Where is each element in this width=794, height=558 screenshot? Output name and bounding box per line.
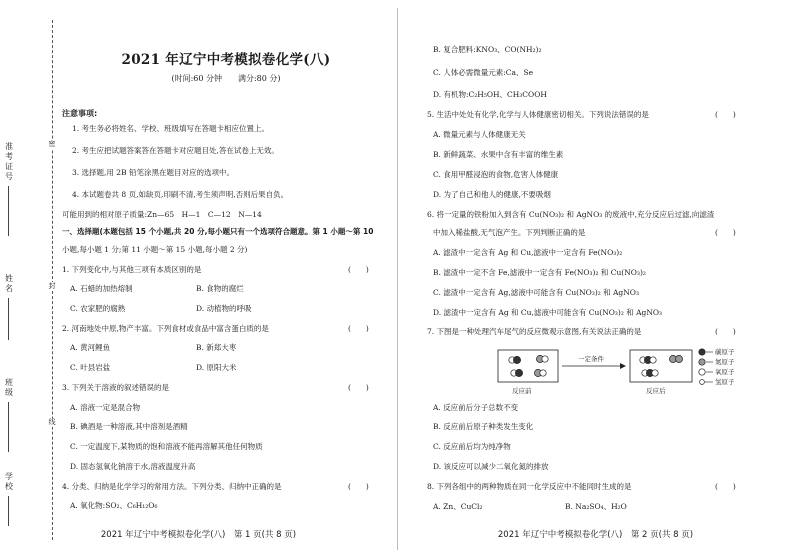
question-4-stem: 4. 分类、归纳是化学学习的常用方法。下列分类、归纳中正确的是 — [62, 482, 282, 491]
before-label: 反应前 — [512, 387, 532, 395]
option-a[interactable]: A. 黄河鲤鱼 — [70, 343, 111, 352]
exam-subtitle: (时间:60 分钟 满分:80 分) — [171, 74, 281, 83]
school-line[interactable] — [8, 496, 9, 526]
option-d[interactable]: D. 为了自己和他人的健康,不要吸烟 — [433, 190, 551, 199]
before-molecules — [509, 355, 548, 376]
answer-blank[interactable]: ( ) — [348, 383, 369, 392]
legend-carbon: 碳原子 — [715, 348, 735, 356]
question-5-stem: 5. 生活中处处有化学,化学与人体健康密切相关。下列说法错误的是 — [427, 110, 649, 119]
answer-blank[interactable]: ( ) — [715, 482, 736, 491]
answer-blank[interactable]: ( ) — [715, 327, 736, 336]
legend-carbon-symbol — [699, 349, 705, 355]
question-7-stem: 7. 下图是一种处理汽车尾气的反应微观示意图,有关说法正确的是 — [427, 327, 642, 336]
legend-oxygen-symbol — [699, 369, 705, 375]
question-8-stem: 8. 下列各组中的两种物质在同一化学反应中不能同时生成的是 — [427, 482, 632, 491]
question-3-stem: 3. 下列关于溶液的叙述错误的是 — [62, 383, 170, 392]
legend-nitrogen: 氮原子 — [715, 358, 735, 366]
option-b[interactable]: B. 滤渣中一定不含 Fe,滤液中一定含有 Fe(NO₃)₂ 和 Cu(NO₃)₂ — [433, 268, 646, 277]
question-1-stem: 1. 下列变化中,与其他三项有本质区别的是 — [62, 265, 202, 274]
option-b[interactable]: B. 新郑大枣 — [196, 343, 237, 352]
option-a[interactable]: A. 溶液一定是混合物 — [70, 403, 141, 412]
option-b[interactable]: B. Na₂SO₄、H₂O — [565, 502, 627, 511]
legend-nitrogen-symbol — [699, 359, 705, 365]
legend-oxygen: 氧原子 — [715, 368, 735, 376]
answer-blank[interactable]: ( ) — [348, 482, 369, 491]
notice-item: 1. 考生务必将姓名、学校、班级填写在答题卡相应位置上。 — [72, 124, 270, 133]
page-footer: 2021 年辽宁中考模拟卷化学(八) 第 1 页(共 8 页) — [100, 530, 297, 540]
option-d[interactable]: D. 动植物的呼吸 — [196, 304, 252, 313]
section-heading-text: 一、选择题(本题包括 15 个小题,共 20 分,每小题只有一个选项符合题意。第 1 小题～第 10 — [62, 227, 374, 236]
class-line[interactable] — [8, 402, 9, 452]
exam-number-line[interactable] — [8, 186, 9, 236]
option-a[interactable]: A. 石蜡的加热熔制 — [70, 284, 133, 293]
arrow-head — [620, 363, 626, 369]
answer-blank[interactable]: ( ) — [348, 265, 369, 274]
question-6-stem: 6. 将一定量的铁粉加入到含有 Cu(NO₃)₂ 和 AgNO₃ 的废液中,充分反应后过滤,向滤渣 — [427, 210, 715, 219]
option-a[interactable]: A. 反应前后分子总数不变 — [433, 403, 519, 412]
page-footer: 2021 年辽宁中考模拟卷化学(八) 第 2 页(共 8 页) — [497, 530, 694, 540]
answer-blank[interactable]: ( ) — [348, 324, 369, 333]
answer-blank[interactable]: ( ) — [715, 110, 736, 119]
option-d[interactable]: D. 有机物:C₂H₅OH、CH₃COOH — [433, 90, 547, 99]
option-d[interactable]: D. 滤渣中一定含有 Ag 和 Cu,滤液中可能含有 Cu(NO₃)₂ 和 AgNO₃ — [433, 308, 663, 317]
option-c[interactable]: C. 滤渣中一定含有 Ag,滤液中可能含有 Cu(NO₃)₂ 和 AgNO₃ — [433, 288, 639, 297]
option-b[interactable]: B. 新鲜蔬菜、水果中含有丰富的维生素 — [433, 150, 564, 159]
cut-char: 封 — [46, 282, 58, 291]
option-c[interactable]: C. 叶县岩盐 — [70, 363, 111, 372]
reaction-diagram — [440, 346, 780, 396]
option-a[interactable]: A. 滤渣中一定含有 Ag 和 Cu,滤液中一定含有 Fe(NO₃)₂ — [433, 248, 623, 257]
atomic-masses: 可能用到的相对原子质量:Zn—65 H—1 C—12 N—14 — [62, 210, 262, 219]
option-c[interactable]: C. 食用甲醛浸泡的食物,危害人体健康 — [433, 170, 559, 179]
after-molecules — [640, 355, 683, 376]
legend-hydrogen: 氢原子 — [715, 378, 735, 386]
option-d[interactable]: D. 该反应可以减少二氧化氮的排放 — [433, 462, 549, 471]
name-line[interactable] — [8, 298, 9, 340]
exam-number-label: 准考证号 — [5, 142, 13, 181]
section-heading-cont: 小题,每小题 1 分;第 11 小题～第 15 小题,每小题 2 分) — [62, 245, 248, 254]
option-c[interactable]: C. 农家肥的腐熟 — [70, 304, 126, 313]
question-6-stem-cont: 中加入稀盐酸,无气泡产生。下列判断正确的是 — [433, 228, 586, 237]
option-a[interactable]: A. 微量元素与人体健康无关 — [433, 130, 526, 139]
binding-cut-line — [52, 20, 53, 540]
question-2-stem: 2. 河南地处中原,物产丰富。下列食材或食品中富含蛋白质的是 — [62, 324, 269, 333]
section-heading — [62, 227, 373, 237]
option-d[interactable]: D. 固态氢氧化钠溶于水,溶液温度升高 — [70, 462, 196, 471]
notice-item: 4. 本试题卷共 8 页,如缺页,印刷不清,考生须声明,否则后果自负。 — [72, 190, 289, 199]
name-label: 姓名 — [5, 274, 13, 293]
option-a[interactable]: A. Zn、CuCl₂ — [433, 502, 483, 511]
answer-blank[interactable]: ( ) — [715, 228, 736, 237]
class-label: 班级 — [5, 378, 13, 397]
exam-title: 2021 年辽宁中考模拟卷化学(八) — [121, 52, 331, 68]
notice-list — [62, 124, 392, 212]
legend-hydrogen-symbol — [700, 380, 705, 385]
cut-char: 密 — [46, 140, 58, 149]
option-c[interactable]: C. 反应前后均为纯净物 — [433, 442, 511, 451]
option-b[interactable]: B. 反应前后原子种类发生变化 — [433, 422, 534, 431]
notice-item: 3. 选择题,用 2B 铅笔涂黑在题目对应的选项中。 — [72, 168, 234, 177]
notice-item: 2. 考生应把试题答案答在答题卡对应题目处,答在试卷上无效。 — [72, 146, 279, 155]
after-label: 反应后 — [646, 387, 666, 395]
option-b[interactable]: B. 碘酒是一种溶液,其中溶剂是酒精 — [70, 422, 188, 431]
option-c[interactable]: C. 人体必需微量元素:Ca、Se — [433, 68, 534, 77]
page-2 — [397, 0, 794, 558]
after-box — [630, 350, 692, 382]
school-label: 学校 — [5, 472, 13, 491]
option-d[interactable]: D. 原阳大米 — [196, 363, 237, 372]
option-b[interactable]: B. 食物的腐烂 — [196, 284, 244, 293]
cut-char: 线 — [46, 418, 58, 427]
option-b[interactable]: B. 复合肥料:KNO₃、CO(NH₂)₂ — [433, 45, 542, 54]
option-a[interactable]: A. 氧化物:SO₂、C₆H₁₂O₆ — [70, 501, 158, 510]
reaction-condition: 一定条件 — [578, 355, 604, 363]
option-c[interactable]: C. 一定温度下,某物质的饱和溶液不能再溶解其他任何物质 — [70, 442, 263, 451]
before-box — [498, 350, 558, 382]
notice-heading: 注意事项: — [62, 109, 98, 118]
